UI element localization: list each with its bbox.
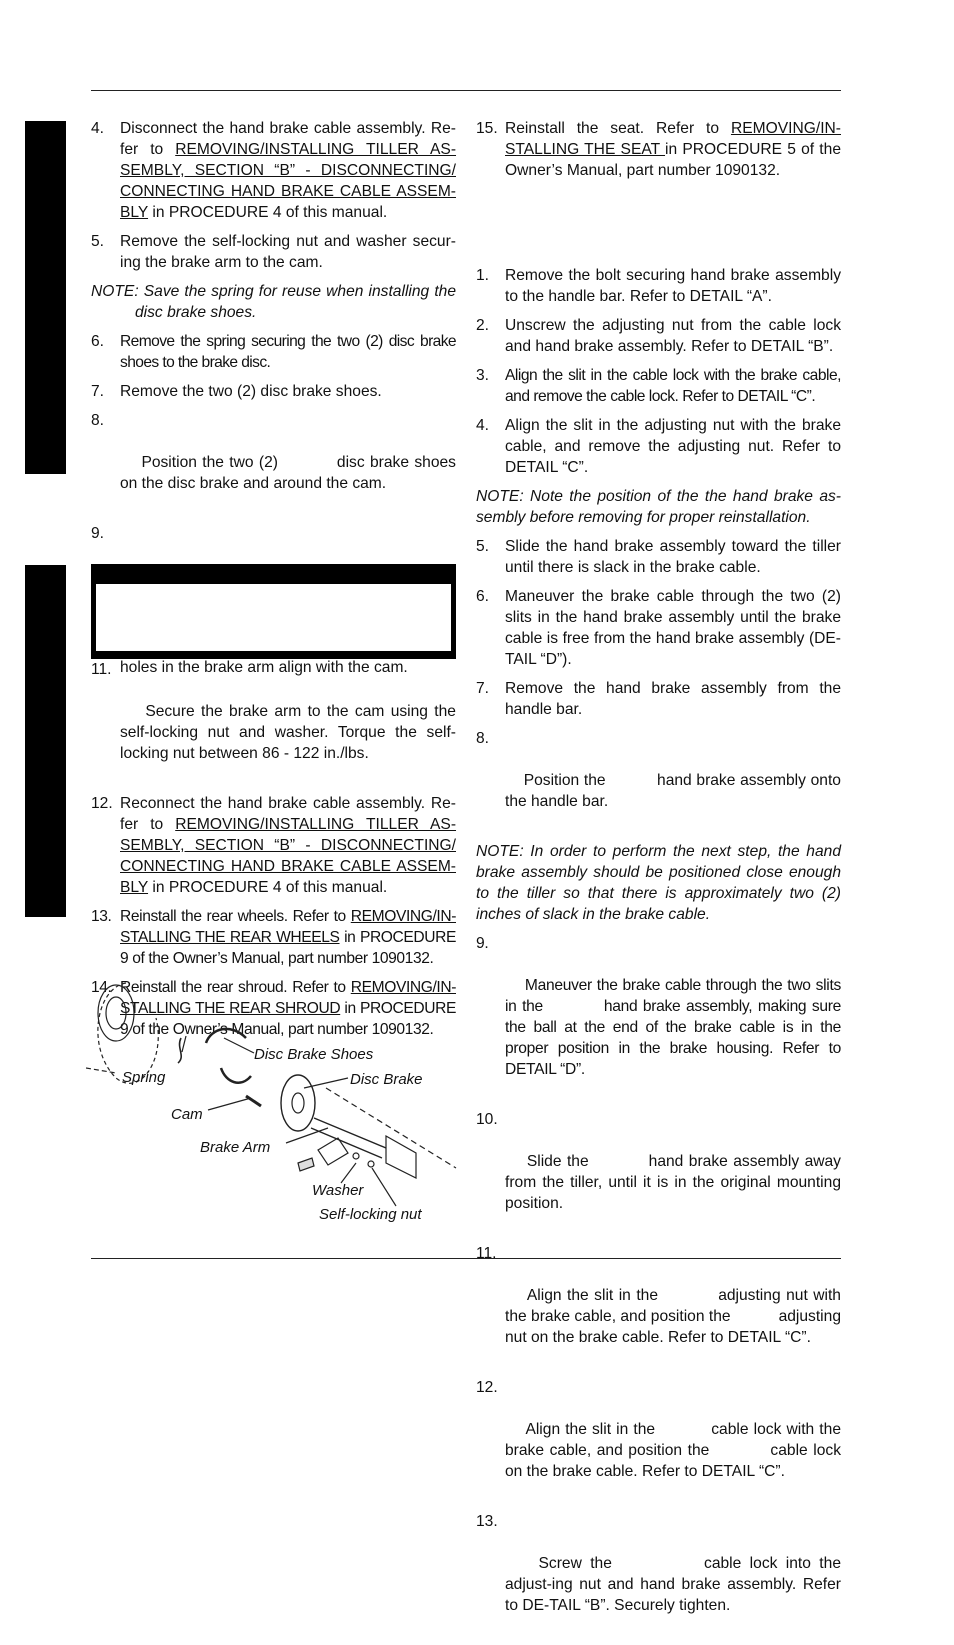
r-step-9 <box>476 933 846 1101</box>
step-text: Position the two (2) disc brake shoes on the disc brake and around the cam. <box>120 454 461 492</box>
step-number: 7. <box>476 680 490 697</box>
step-13 <box>91 906 456 969</box>
step-number: 6. <box>476 588 490 605</box>
step-number: 14. <box>91 979 112 996</box>
step-text: Reconnect the hand brake cable assembly. Re-fer to <box>120 795 456 833</box>
step-text: Align the slit in the cable lock with the brake cable, and position the cable lock on the brake cable. Refer to DETAIL “C”. <box>505 1421 846 1480</box>
warning-box <box>91 564 456 659</box>
label-brake-arm: Brake Arm <box>200 1139 271 1156</box>
step-number: 9. <box>91 525 105 542</box>
r-step-1 <box>476 265 841 307</box>
r-step-7 <box>476 678 841 720</box>
step-text: Remove the two (2) disc brake shoes. <box>120 383 382 400</box>
step-text: Position the hand brake assembly onto the handle bar. <box>505 772 846 810</box>
step-number: 10. <box>476 1111 498 1128</box>
step-text: Slide the hand brake assembly away from the tiller, until it is in the original mounting position. <box>505 1153 846 1212</box>
step-text: holes in the brake arm align with the cam. <box>120 659 408 676</box>
step-number: 12. <box>91 795 113 812</box>
step-number: 2. <box>476 317 490 334</box>
step-text: in PROCEDURE 4 of this manual. <box>148 204 388 221</box>
r-step-12 <box>476 1377 846 1503</box>
step-text: Remove the bolt securing hand brake assembly to the handle bar. Refer to DETAIL “A”. <box>505 267 841 305</box>
step-text: Maneuver the brake cable through the two (2) slits in the hand brake assembly until the brake cable is free from the hand brake assembly (DE-TAIL “D”). <box>505 588 841 668</box>
note-spring: NOTE: Save the spring for reuse when installing the disc brake shoes. <box>91 283 456 321</box>
wheel-hub-inner <box>106 997 126 1029</box>
step-number: 13. <box>476 1513 498 1530</box>
cam-shape <box>246 1096 261 1106</box>
step-5 <box>91 231 456 273</box>
step-8 <box>91 410 461 515</box>
step-4 <box>91 118 456 223</box>
axle-shape <box>311 1118 386 1158</box>
r-step-3 <box>476 365 841 407</box>
step-text: Reinstall the rear shroud. Refer to <box>120 979 351 996</box>
step-7 <box>91 381 456 402</box>
bracket-shape <box>386 1136 416 1178</box>
note-position: NOTE: Note the position of the the hand brake as-sembly before removing for proper reinstallation. <box>476 488 841 526</box>
procedure-link[interactable]: REMOVING/IN-STALLING THE REAR WHEELS <box>120 908 456 946</box>
step-number: 5. <box>91 233 105 250</box>
step-number: 9. <box>476 935 489 952</box>
r-step-11 <box>476 1243 846 1369</box>
step-text: Screw the cable lock into the adjust-ing nut and hand brake assembly. Refer to DE-TAIL “B”. Securely tighten. <box>505 1555 889 1614</box>
label-disc-brake-shoes: Disc Brake Shoes <box>254 1046 374 1063</box>
label-cam: Cam <box>171 1106 203 1123</box>
r-step-2 <box>476 315 841 357</box>
step-text: in PROCEDURE 9 of the Owner’s Manual, part number 1090132. <box>120 1000 456 1038</box>
step-text: Reinstall the seat. Refer to <box>505 120 731 137</box>
label-self-locking-nut: Self-locking nut <box>319 1206 422 1223</box>
disc-brake-shape <box>281 1075 315 1131</box>
step-text: in PROCEDURE 5 of the Owner’s Manual, part number 1090132. <box>505 141 841 179</box>
step-text: in PROCEDURE 9 of the Owner’s Manual, part number 1090132. <box>120 929 456 967</box>
step-number: 11. <box>476 1245 497 1262</box>
step-text: in PROCEDURE 4 of this manual. <box>148 879 388 896</box>
r-step-8 <box>476 728 846 833</box>
r-step-5 <box>476 536 841 578</box>
step-text: Align the slit in the adjusting nut with the brake cable, and position the adjusting nut on the brake cable. Refer to DETAIL “C”. <box>505 1287 846 1346</box>
procedure-link[interactable]: REMOVING/INSTALLING TILLER AS-SEMBLY, SECTION “B” - DISCONNECTING/ CONNECTING HAND BRAKE CABLE ASSEM-BLY <box>120 141 457 221</box>
step-12 <box>91 793 456 898</box>
label-washer: Washer <box>312 1182 364 1199</box>
r-step-6 <box>476 586 841 670</box>
right-column-procedure <box>476 265 889 1645</box>
procedure-link[interactable]: REMOVING/INSTALLING TILLER AS-SEMBLY, SECTION “B” - DISCONNECTING/ CONNECTING HAND BRAKE CABLE ASSEM-BLY <box>120 816 457 896</box>
step-text: Slide the hand brake assembly toward the tiller until there is slack in the brake cable. <box>505 538 841 576</box>
section-tab-lower <box>25 565 66 917</box>
step-text: Secure the brake arm to the cam using the self-locking nut and washer. Torque the self-locking nut between 86 - 122 in./lbs. <box>120 703 521 762</box>
step-number: 6. <box>91 333 105 350</box>
step-11 <box>91 659 521 785</box>
step-number: 12. <box>476 1379 498 1396</box>
step-text: Disconnect the hand brake cable assembly. Re-fer to <box>120 120 456 158</box>
step-number: 13. <box>91 908 112 925</box>
disc-brake-diagram <box>86 978 466 1228</box>
step-number: 4. <box>91 120 105 137</box>
step-text: Unscrew the adjusting nut from the cable lock and hand brake assembly. Refer to DETAIL “B”. <box>505 317 841 355</box>
note-slack: NOTE: In order to perform the next step, the hand brake assembly should be positioned close enough to the tiller so that there is approximately two (2) inches of slack in the brake cable. <box>476 843 841 923</box>
step-number: 4. <box>476 417 490 434</box>
section-tab-upper <box>25 121 66 474</box>
step-text: Remove the spring securing the two (2) disc brake shoes to the brake disc. <box>120 333 456 371</box>
step-number: 3. <box>476 367 490 384</box>
right-column <box>476 118 841 189</box>
step-number: 8. <box>476 730 490 747</box>
brake-shoe-upper <box>206 1029 246 1043</box>
step-number: 11. <box>91 661 112 678</box>
step-text: Remove the hand brake assembly from the handle bar. <box>505 680 841 718</box>
wheel-hub <box>98 985 134 1041</box>
label-disc-brake: Disc Brake <box>350 1071 423 1088</box>
step-text: Remove the self-locking nut and washer secur-ing the brake arm to the cam. <box>120 233 456 271</box>
step-number: 1. <box>476 267 490 284</box>
step-text: Reinstall the rear wheels. Refer to <box>120 908 351 925</box>
step-15 <box>476 118 841 181</box>
r-step-4 <box>476 415 841 478</box>
r-step-13 <box>476 1511 889 1637</box>
brake-shoe-lower <box>221 1068 251 1083</box>
step-number: 5. <box>476 538 490 555</box>
warning-box-body <box>96 584 451 651</box>
top-rule <box>91 90 841 91</box>
step-number: 15. <box>476 120 498 137</box>
step-6 <box>91 331 456 373</box>
step-number: 7. <box>91 383 105 400</box>
r-step-10 <box>476 1109 846 1235</box>
label-spring: Spring <box>122 1069 166 1086</box>
step-text: Maneuver the brake cable through the two slits in the hand brake assembly, making sure the ball at the end of the brake cable is in the proper position in the brake housing. Refer to DETAIL “D”. <box>505 977 846 1078</box>
spring-shape <box>178 1038 181 1063</box>
step-text: Align the slit in the cable lock with the brake cable, and remove the cable lock. Refer to DETAIL “C”. <box>505 367 841 405</box>
step-number: 8. <box>91 412 105 429</box>
procedure-link[interactable]: REMOVING/IN-STALLING THE SEAT <box>505 120 841 158</box>
procedure-link[interactable]: REMOVING/IN-STALLING THE REAR SHROUD <box>120 979 456 1017</box>
step-text: Align the slit in the adjusting nut with the brake cable, and remove the adjusting nut. Refer to DETAIL “C”. <box>505 417 841 476</box>
